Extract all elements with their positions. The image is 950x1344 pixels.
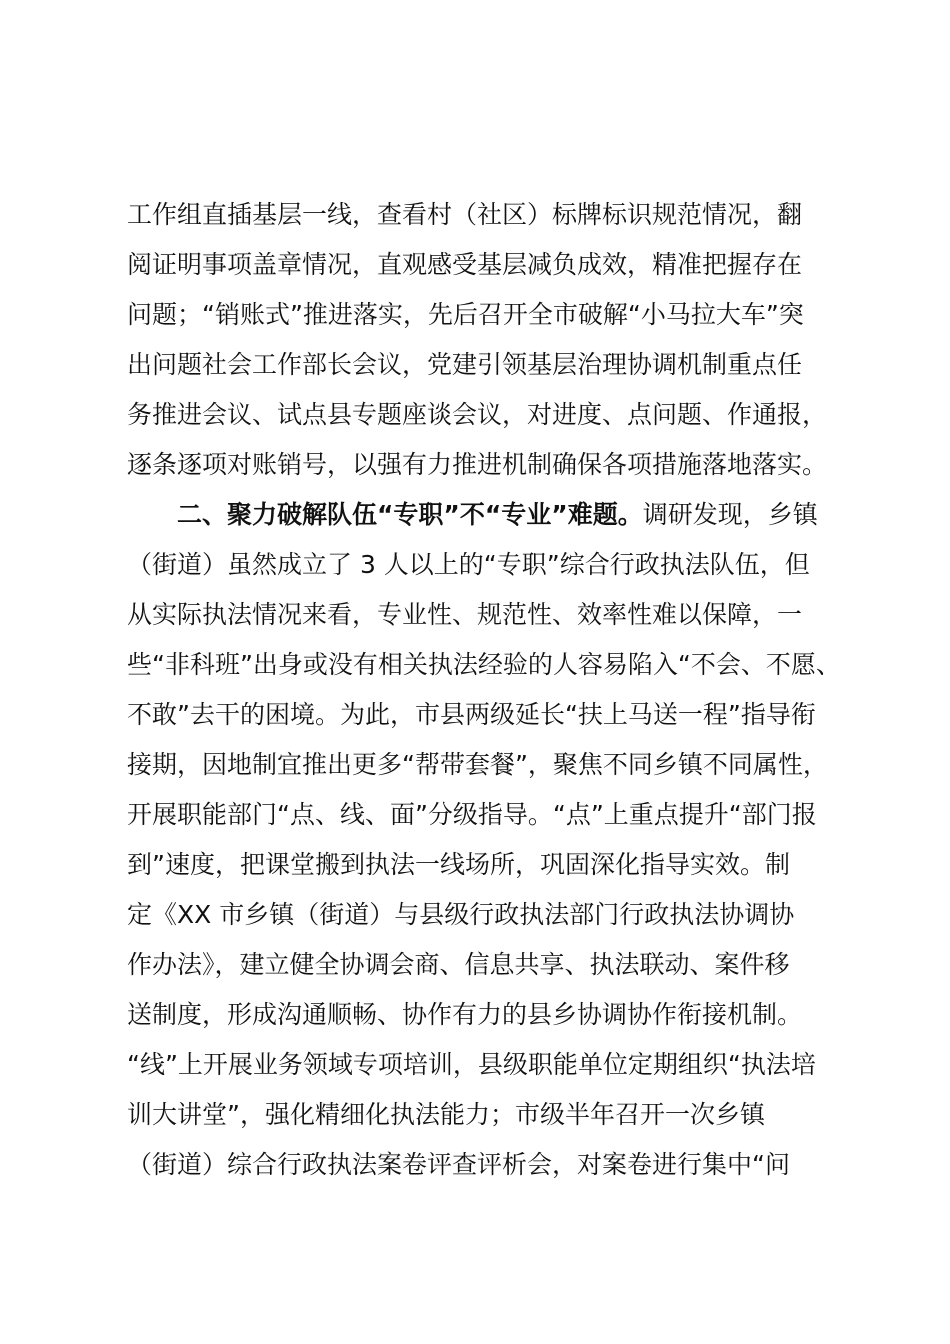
text-line: 从实际执法情况来看，专业性、规范性、效率性难以保障，一 <box>127 600 803 629</box>
text-line: 训大讲堂”，强化精细化执法能力；市级半年召开一次乡镇 <box>127 1100 765 1129</box>
text-line: 定《XX 市乡镇（街道）与县级行政执法部门行政执法协调协 <box>127 900 795 929</box>
text-line: 出问题社会工作部长会议，党建引领基层治理协调机制重点任 <box>127 350 803 379</box>
text-line: 接期，因地制宜推出更多“帮带套餐”，聚焦不同乡镇不同属性， <box>127 750 828 779</box>
text-line: 问题；“销账式”推进落实，先后召开全市破解“小马拉大车”突 <box>127 300 804 329</box>
section-heading-line <box>177 490 818 540</box>
text-line: 阅证明事项盖章情况，直观感受基层减负成效，精准把握存在 <box>127 250 803 279</box>
text-line: 务推进会议、试点县专题座谈会议，对进度、点问题、作通报， <box>127 400 828 429</box>
section-heading: 二、聚力破解队伍“专职”不“专业”难题。 <box>177 500 643 529</box>
text-line: 作办法》，建立健全协调会商、信息共享、执法联动、案件移 <box>127 950 790 979</box>
text-line: 开展职能部门“点、线、面”分级指导。“点”上重点提升“部门报 <box>127 800 817 829</box>
text-line: 些“非科班”出身或没有相关执法经验的人容易陷入“不会、不愿、 <box>127 650 841 679</box>
text-line: “线”上开展业务领域专项培训，县级职能单位定期组织“执法培 <box>127 1050 816 1079</box>
text-line: 送制度，形成沟通顺畅、协作有力的县乡协调协作衔接机制。 <box>127 1000 803 1029</box>
text-line: 逐条逐项对账销号，以强有力推进机制确保各项措施落地落实。 <box>127 450 828 479</box>
text-line: 到”速度，把课堂搬到执法一线场所，巩固深化指导实效。制 <box>127 850 790 879</box>
text-line: 不敢”去干的困境。为此，市县两级延长“扶上马送一程”指导衔 <box>127 700 816 729</box>
text-span: 调研发现，乡镇 <box>642 500 818 529</box>
text-line: （街道）虽然成立了 3 人以上的“专职”综合行政执法队伍，但 <box>127 550 810 579</box>
text-line: （街道）综合行政执法案卷评查评析会，对案卷进行集中“问 <box>127 1150 790 1179</box>
text-line: 工作组直插基层一线，查看村（社区）标牌标识规范情况，翻 <box>127 200 803 229</box>
